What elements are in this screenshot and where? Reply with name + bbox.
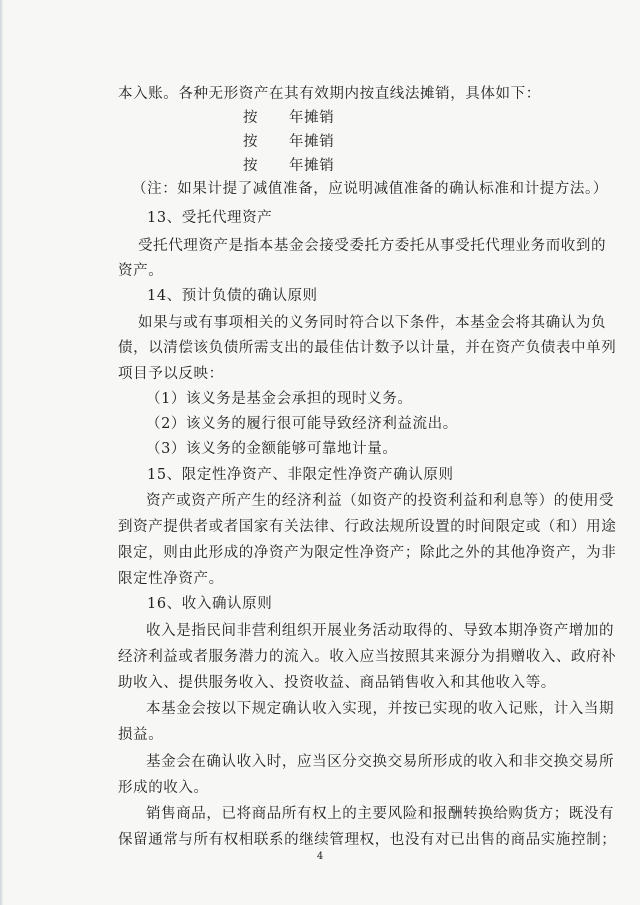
text-line: 销售商品，已将商品所有权上的主要风险和报酬转换给购货方；既没有 (146, 806, 615, 822)
text-line: 基金会在确认收入时，应当区分交换交易所形成的收入和非交换交易所 (146, 754, 615, 770)
note-line: （注：如果计提了减值准备，应说明减值准备的确认标准和计提方法。） (132, 181, 608, 197)
text-line: 受托代理资产是指本基金会接受委托方委托从事受托代理业务而收到的 (138, 238, 607, 254)
page-number: 4 (316, 851, 324, 862)
text-line: 项目予以反映： (118, 366, 224, 382)
text-line: 保留通常与所有权相联系的继续管理权，也没有对已出售的商品实施控制； (118, 832, 617, 848)
amortization-label: 按 (243, 158, 259, 174)
text-line: 债，以清偿该负债所需支出的最佳估计数予以计量，并在资产负债表中单列 (118, 340, 617, 356)
text-line: 到资产提供者或者国家有关法律、行政法规所设置的时间限定或（和）用途 (118, 519, 617, 535)
list-item: （1）该义务是基金会承担的现时义务。 (146, 391, 413, 407)
text-line: 资产或资产所产生的经济利益（如资产的投资利益和利息等）的使用受 (146, 493, 615, 509)
list-item: （3）该义务的金额能够可靠地计量。 (146, 441, 398, 457)
text-line: 损益。 (118, 727, 164, 743)
text-line: 限定，则由此形成的净资产为限定性净资产；除此之外的其他净资产，为非 (118, 545, 617, 561)
amortization-label: 按 (243, 134, 259, 150)
text-line: 形成的收入。 (118, 780, 209, 796)
amortization-row (243, 108, 334, 128)
amortization-value: 年摊销 (289, 134, 335, 150)
text-line: 资产。 (118, 263, 164, 279)
text-line: 收入是指民间非营利组织开展业务活动取得的、导致本期净资产增加的 (146, 623, 615, 639)
text-line: 本入账。各种无形资产在其有效期内按直线法摊销，具体如下： (118, 86, 541, 102)
text-line: 助收入、提供服务收入、投资收益、商品销售收入和其他收入等。 (118, 675, 556, 691)
text-line: 如果与或有事项相关的义务同时符合以下条件，本基金会将其确认为负 (138, 315, 607, 331)
amortization-row (243, 132, 334, 152)
amortization-value: 年摊销 (289, 110, 335, 126)
amortization-value: 年摊销 (289, 158, 335, 174)
amortization-row (243, 156, 334, 176)
text-line: 经济利益或者服务潜力的流入。收入应当按照其来源分为捐赠收入、政府补 (118, 649, 617, 665)
amortization-label: 按 (243, 110, 259, 126)
section-heading: 13、受托代理资产 (147, 210, 273, 226)
section-heading: 15、限定性净资产、非限定性净资产确认原则 (147, 467, 454, 483)
section-heading: 14、预计负债的确认原则 (147, 288, 318, 304)
text-line: 本基金会按以下规定确认收入实现，并按已实现的收入记账，计入当期 (146, 701, 615, 717)
list-item: （2）该义务的履行很可能导致经济利益流出。 (146, 416, 458, 432)
scan-edge (0, 0, 3, 905)
section-heading: 16、收入确认原则 (147, 596, 273, 612)
text-line: 限定性净资产。 (118, 571, 224, 587)
